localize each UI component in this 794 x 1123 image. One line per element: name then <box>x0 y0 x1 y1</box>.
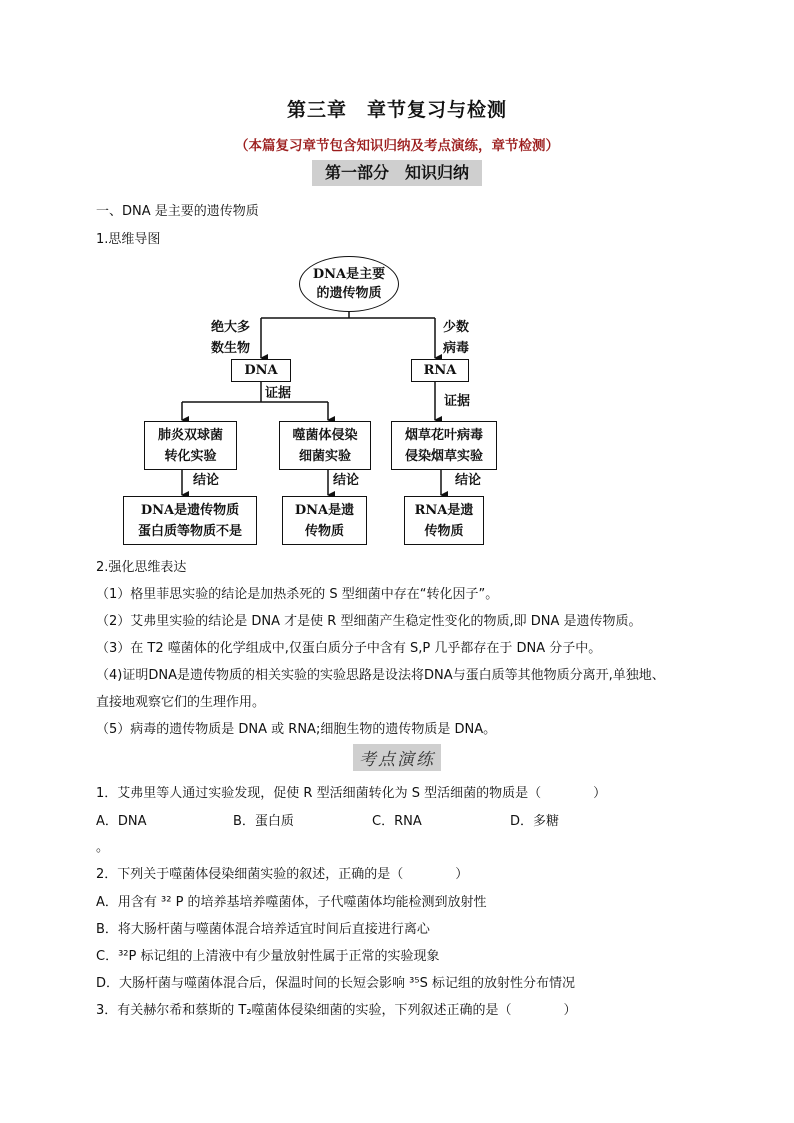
point-1: （1）格里菲思实验的结论是加热杀死的 S 型细菌中存在“转化因子”。 <box>96 587 499 602</box>
q2-option-c: C．³²P 标记组的上清液中有少量放射性属于正常的实验现象 <box>96 949 440 964</box>
q1-option-d: D．多糖 <box>510 814 560 829</box>
point-2: （2）艾弗里实验的结论是 DNA 才是使 R 型细菌产生稳定性变化的物质,即 DNA 是遗传物质。 <box>96 614 642 629</box>
mindmap-heading: 1.思维导图 <box>96 232 161 247</box>
box-tobacco-virus-experiment: 烟草花叶病毒 侵染烟草实验 <box>391 421 497 470</box>
box-result-dna-genetic: DNA是遗传物质 蛋白质等物质不是 <box>123 496 257 545</box>
label-few-viruses: 少数 病毒 <box>443 320 470 356</box>
section-heading: 一、DNA 是主要的遗传物质 <box>96 204 259 219</box>
question-1: 1．艾弗里等人通过实验发现，促使 R 型活细菌转化为 S 型活细菌的物质是（ ） <box>96 786 607 801</box>
q1-option-c: C．RNA <box>372 814 422 829</box>
label-evidence-left: 证据 <box>265 386 292 401</box>
section2-heading: 2.强化思维表达 <box>96 560 187 575</box>
box-rna: RNA <box>411 359 469 382</box>
page-title: 第三章 章节复习与检测 <box>286 99 507 121</box>
q2-option-a: A．用含有 ³² P 的培养基培养噬菌体，子代噬菌体均能检测到放射性 <box>96 895 487 910</box>
question-3: 3．有关赫尔希和蔡斯的 T₂噬菌体侵染细菌的实验，下列叙述正确的是（ ） <box>96 1003 577 1018</box>
q2-option-b: B．将大肠杆菌与噬菌体混合培养适宜时间后直接进行离心 <box>96 922 430 937</box>
label-conclusion-1: 结论 <box>193 473 220 488</box>
label-most-organisms: 绝大多 数生物 <box>211 320 251 356</box>
box-phage-experiment: 噬菌体侵染 细菌实验 <box>279 421 371 470</box>
label-conclusion-3: 结论 <box>455 473 482 488</box>
box-result-dna-genetic-2: DNA是遗 传物质 <box>282 496 367 545</box>
question-2: 2．下列关于噬菌体侵染细菌实验的叙述，正确的是（ ） <box>96 867 469 882</box>
q1-tail: 。 <box>96 840 110 855</box>
q1-option-b: B．蛋白质 <box>233 814 294 829</box>
point-3: （3）在 T2 噬菌体的化学组成中,仅蛋白质分子中含有 S,P 几乎都存在于 DNA 分子中。 <box>96 641 602 656</box>
q1-option-a: A．DNA <box>96 814 147 829</box>
mindmap-root: DNA是主要 的遗传物质 <box>299 256 399 312</box>
box-dna: DNA <box>231 359 291 382</box>
label-evidence-right: 证据 <box>444 394 471 409</box>
label-conclusion-2: 结论 <box>333 473 360 488</box>
box-result-rna-genetic: RNA是遗 传物质 <box>404 496 484 545</box>
page-subtitle: （本篇复习章节包含知识归纳及考点演练，章节检测） <box>235 138 559 154</box>
point-4: （4)证明DNA是遗传物质的相关实验的实验思路是设法将DNA与蛋白质等其他物质分离开,单独地、 <box>96 668 665 683</box>
exercises-title: 考点演练 <box>0 744 794 771</box>
box-pneumococcus-experiment: 肺炎双球菌 转化实验 <box>144 421 237 470</box>
part-heading: 第一部分 知识归纳 <box>312 160 482 186</box>
point-5: （5）病毒的遗传物质是 DNA 或 RNA;细胞生物的遗传物质是 DNA。 <box>96 722 497 737</box>
point-4-cont: 直接地观察它们的生理作用。 <box>96 695 266 710</box>
q2-option-d: D．大肠杆菌与噬菌体混合后，保温时间的长短会影响 ³⁵S 标记组的放射性分布情况 <box>96 976 575 991</box>
